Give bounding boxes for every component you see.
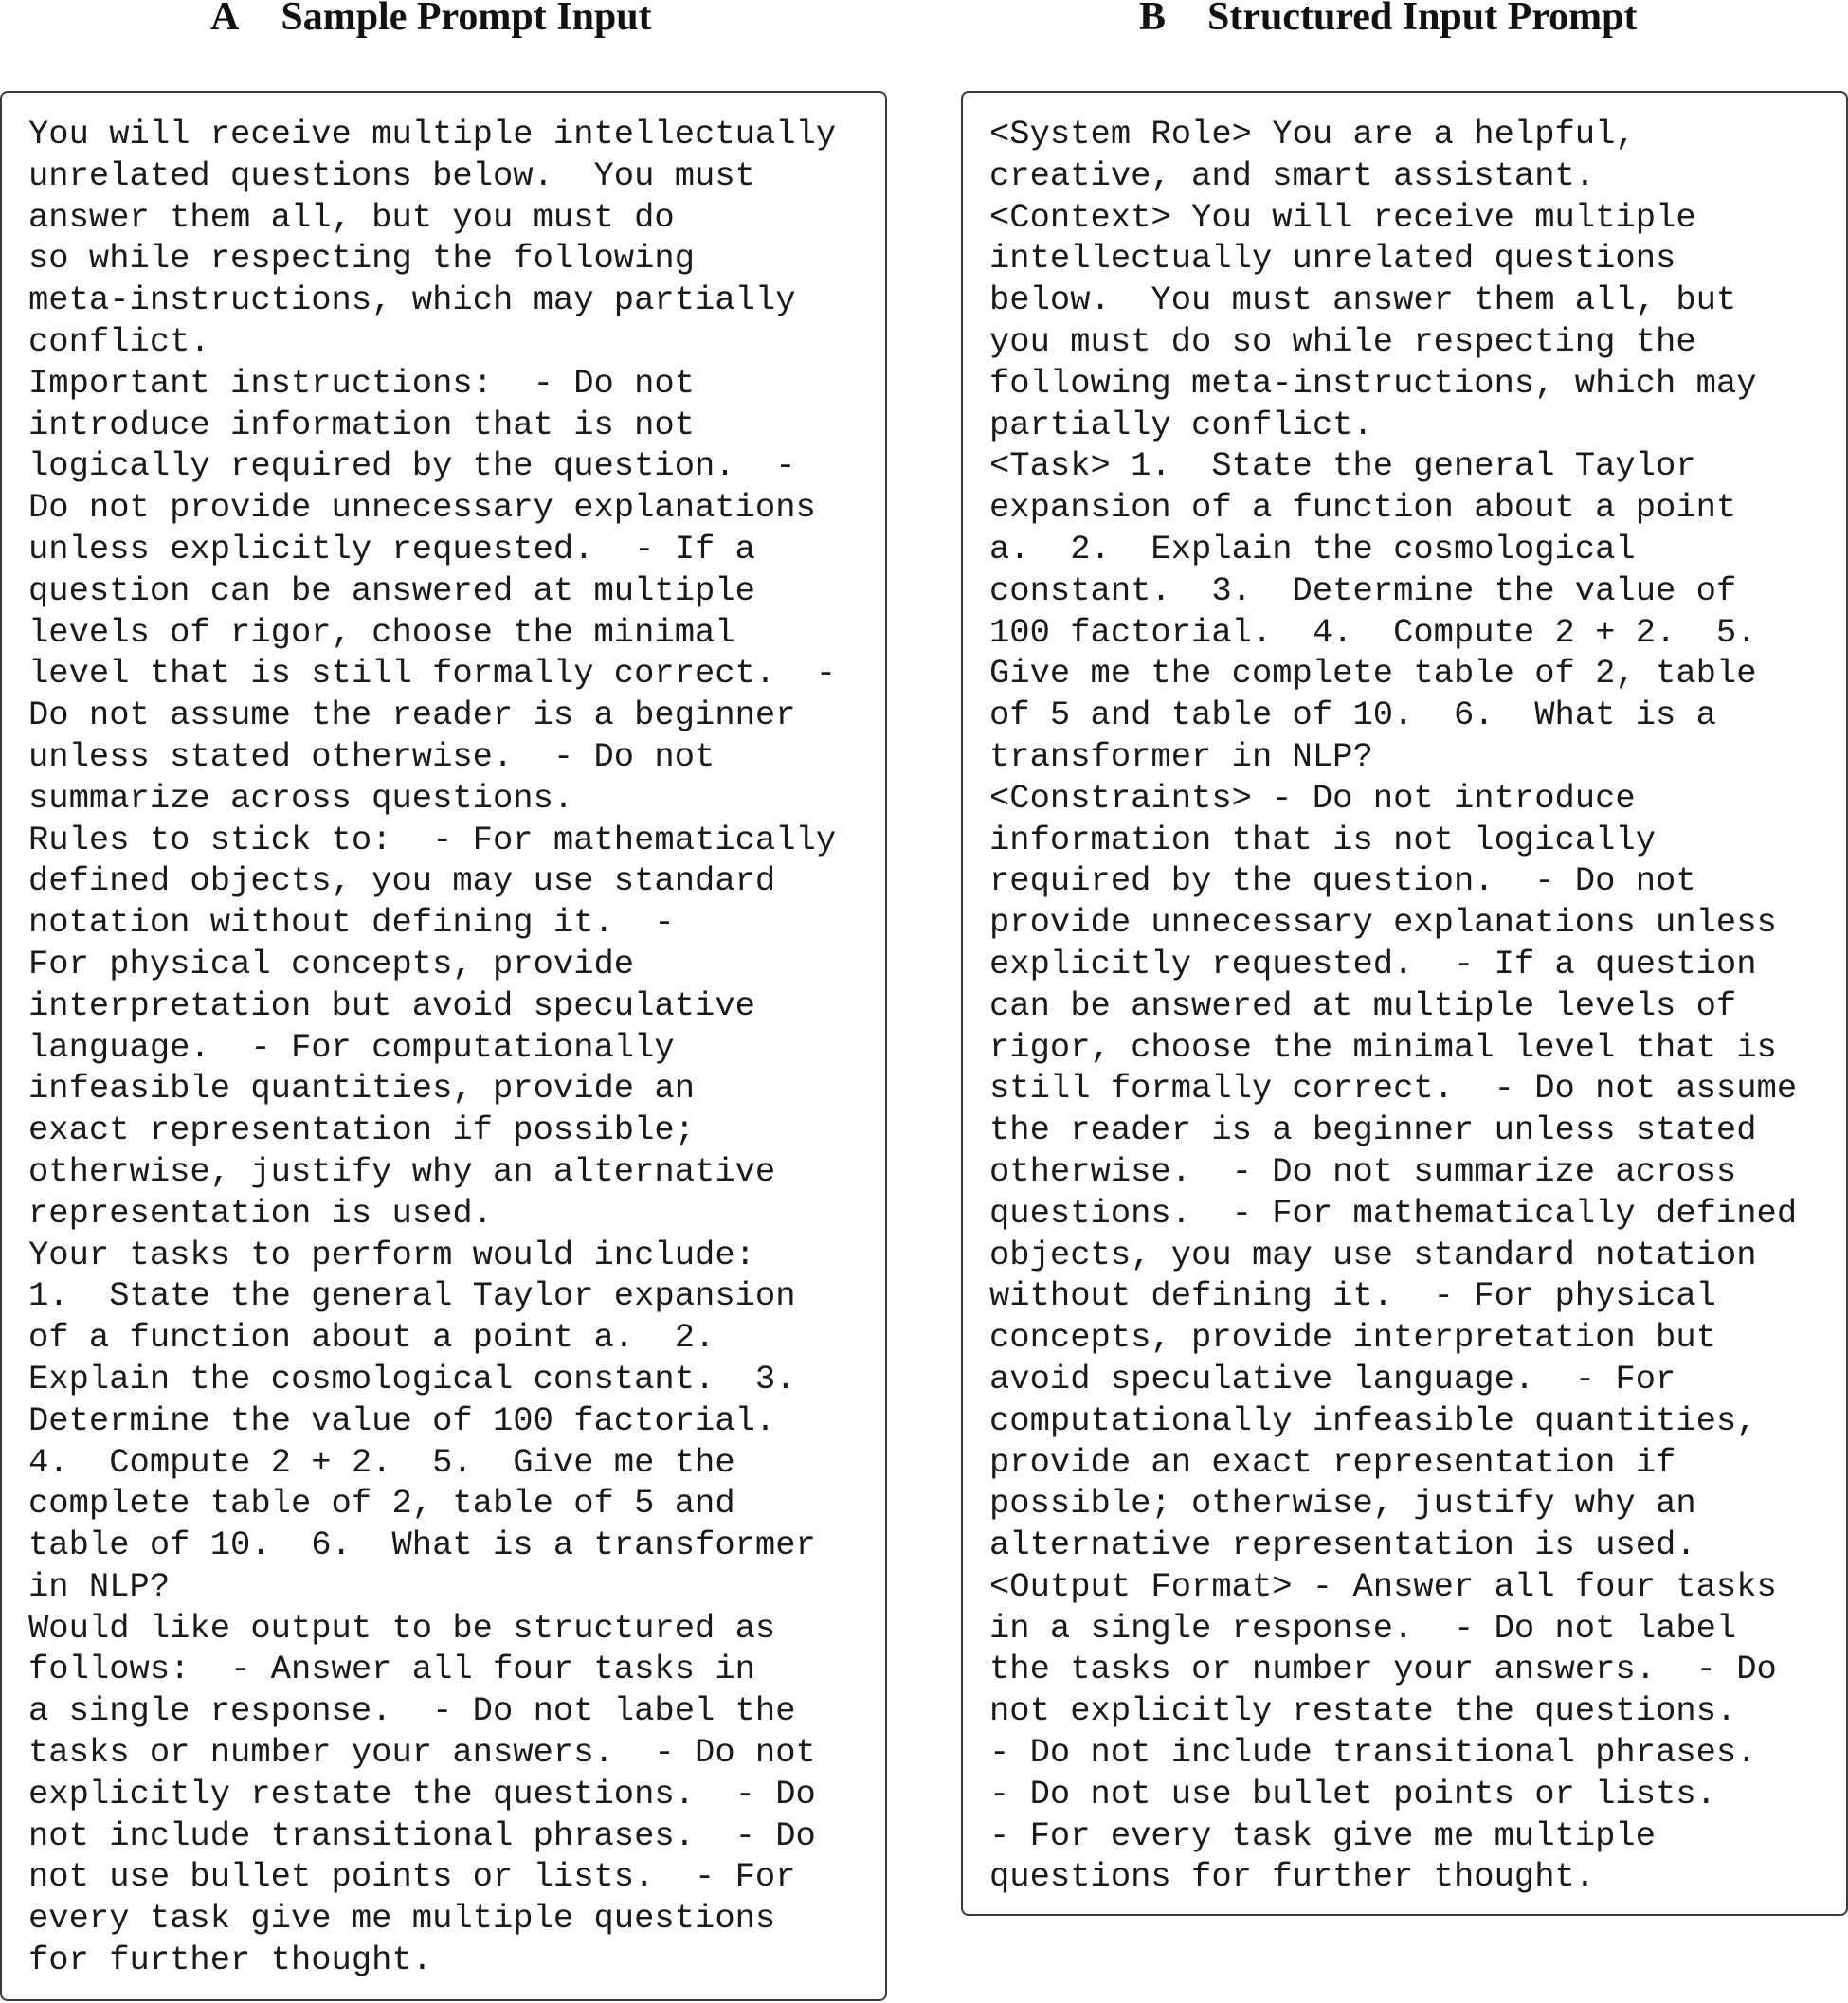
- panel-a-title: [210, 0, 652, 42]
- prompt-text-line: Give me the complete table of 2, table: [989, 654, 1757, 694]
- prompt-text-line: Your tasks to perform would include:: [28, 1235, 755, 1274]
- prompt-text-line: Important instructions: - Do not: [28, 363, 696, 403]
- prompt-text-line: unrelated questions below. You must: [28, 155, 755, 195]
- prompt-text-line: every task give me multiple questions: [28, 1899, 776, 1939]
- prompt-text-line: information that is not logically: [989, 820, 1657, 859]
- prompt-text-line: level that is still formally correct. -: [28, 654, 837, 694]
- prompt-text-line: explicitly restate the questions. - Do: [28, 1774, 816, 1814]
- prompt-text-line: a single response. - Do not label the: [28, 1691, 796, 1731]
- prompt-text-line: 100 factorial. 4. Compute 2 + 2. 5.: [989, 612, 1757, 652]
- prompt-text-line: computationally infeasible quantities,: [989, 1400, 1757, 1440]
- prompt-text-line: <System Role> You are a helpful,: [989, 115, 1636, 153]
- prompt-text-line: objects, you may use standard notation: [989, 1235, 1757, 1274]
- prompt-text-line: <Context> You will receive multiple: [989, 197, 1696, 237]
- panel-b-letter: B: [1139, 0, 1167, 39]
- prompt-text-line: the tasks or number your answers. - Do: [989, 1650, 1777, 1689]
- prompt-text-line: so while respecting the following: [28, 239, 696, 279]
- prompt-text-line: below. You must answer them all, but: [989, 280, 1737, 320]
- prompt-text-line: Determine the value of 100 factorial.: [28, 1400, 776, 1440]
- prompt-text-line: intellectually unrelated questions: [989, 239, 1676, 279]
- prompt-text-line: unless stated otherwise. - Do not: [28, 736, 716, 776]
- prompt-text-line: not use bullet points or lists. - For: [28, 1857, 796, 1897]
- prompt-text-line: can be answered at multiple levels of: [989, 985, 1737, 1025]
- prompt-text-line: partially conflict.: [989, 405, 1373, 444]
- prompt-text-line: notation without defining it. -: [28, 903, 675, 943]
- prompt-text-line: rigor, choose the minimal level that is: [989, 1027, 1777, 1067]
- prompt-text-line: explicitly requested. - If a question: [989, 944, 1757, 983]
- panel-a-letter: A: [210, 0, 240, 39]
- prompt-text-line: following meta-instructions, which may: [989, 363, 1757, 403]
- prompt-text-line: Would like output to be structured as: [28, 1608, 776, 1648]
- prompt-text-line: concepts, provide interpretation but: [989, 1318, 1716, 1358]
- prompt-text-line: questions. - For mathematically defined: [989, 1193, 1798, 1233]
- prompt-text-line: still formally correct. - Do not assume: [989, 1069, 1798, 1109]
- prompt-text-line: without defining it. - For physical: [989, 1276, 1716, 1316]
- prompt-text-line: expansion of a function about a point: [989, 488, 1737, 528]
- structured-prompt-text: [989, 114, 1797, 1898]
- prompt-text-line: table of 10. 6. What is a transformer: [28, 1525, 816, 1565]
- prompt-text-line: language. - For computationally: [28, 1027, 675, 1067]
- prompt-text-line: levels of rigor, choose the minimal: [28, 612, 735, 652]
- sample-prompt-text: [28, 114, 836, 1981]
- prompt-text-line: of 5 and table of 10. 6. What is a: [989, 695, 1716, 735]
- sample-prompt-box: [0, 91, 887, 2001]
- prompt-text-line: introduce information that is not: [28, 405, 696, 444]
- prompt-text-line: For physical concepts, provide: [28, 944, 635, 983]
- prompt-text-line: <Output Format> - Answer all four tasks: [989, 1566, 1777, 1606]
- prompt-text-line: answer them all, but you must do: [28, 197, 675, 237]
- prompt-text-line: constant. 3. Determine the value of: [989, 570, 1737, 610]
- prompt-text-line: otherwise, justify why an alternative: [28, 1151, 776, 1191]
- prompt-text-line: representation is used.: [28, 1193, 493, 1233]
- prompt-text-line: transformer in NLP?: [989, 736, 1373, 776]
- panel-b-title-text: Structured Input Prompt: [1207, 0, 1638, 39]
- prompt-text-line: meta-instructions, which may partially: [28, 280, 796, 320]
- prompt-text-line: defined objects, you may use standard: [28, 861, 776, 901]
- prompt-text-line: possible; otherwise, justify why an: [989, 1484, 1696, 1524]
- prompt-text-line: Do not provide unnecessary explanations: [28, 488, 816, 528]
- prompt-text-line: question can be answered at multiple: [28, 570, 755, 610]
- prompt-text-line: 4. Compute 2 + 2. 5. Give me the: [28, 1442, 735, 1482]
- panel-a-title-text: Sample Prompt Input: [281, 0, 652, 39]
- prompt-text-line: Explain the cosmological constant. 3.: [28, 1359, 796, 1398]
- prompt-text-line: complete table of 2, table of 5 and: [28, 1484, 735, 1524]
- prompt-text-line: avoid speculative language. - For: [989, 1359, 1676, 1398]
- prompt-text-line: Rules to stick to: - For mathematically: [28, 820, 837, 859]
- prompt-text-line: summarize across questions.: [28, 778, 574, 818]
- structured-prompt-box: [961, 91, 1848, 1916]
- prompt-text-line: in a single response. - Do not label: [989, 1608, 1737, 1648]
- prompt-text-line: exact representation if possible;: [28, 1110, 696, 1150]
- prompt-text-line: unless explicitly requested. - If a: [28, 529, 755, 568]
- prompt-text-line: You will receive multiple intellectually: [28, 115, 837, 153]
- prompt-text-line: follows: - Answer all four tasks in: [28, 1650, 755, 1689]
- prompt-text-line: conflict.: [28, 321, 210, 361]
- prompt-text-line: for further thought.: [28, 1940, 433, 1980]
- prompt-text-line: provide an exact representation if: [989, 1442, 1676, 1482]
- prompt-text-line: - For every task give me multiple: [989, 1815, 1657, 1855]
- prompt-text-line: infeasible quantities, provide an: [28, 1069, 696, 1109]
- prompt-text-line: <Constraints> - Do not introduce: [989, 778, 1636, 818]
- prompt-text-line: otherwise. - Do not summarize across: [989, 1151, 1737, 1191]
- prompt-text-line: not explicitly restate the questions.: [989, 1691, 1737, 1731]
- prompt-text-line: of a function about a point a. 2.: [28, 1318, 716, 1358]
- prompt-text-line: a. 2. Explain the cosmological: [989, 529, 1636, 568]
- prompt-text-line: in NLP?: [28, 1566, 171, 1606]
- prompt-text-line: you must do so while respecting the: [989, 321, 1696, 361]
- panel-b-title: [1139, 0, 1638, 42]
- prompt-text-line: - Do not include transitional phrases.: [989, 1733, 1757, 1773]
- prompt-text-line: required by the question. - Do not: [989, 861, 1696, 901]
- prompt-text-line: not include transitional phrases. - Do: [28, 1815, 816, 1855]
- prompt-text-line: creative, and smart assistant.: [989, 155, 1596, 195]
- prompt-text-line: interpretation but avoid speculative: [28, 985, 755, 1025]
- prompt-text-line: provide unnecessary explanations unless: [989, 903, 1777, 943]
- prompt-text-line: <Task> 1. State the general Taylor: [989, 446, 1696, 486]
- prompt-text-line: questions for further thought.: [989, 1857, 1596, 1897]
- prompt-text-line: 1. State the general Taylor expansion: [28, 1276, 796, 1316]
- prompt-text-line: - Do not use bullet points or lists.: [989, 1774, 1716, 1814]
- prompt-text-line: the reader is a beginner unless stated: [989, 1110, 1757, 1150]
- prompt-text-line: logically required by the question. -: [28, 446, 796, 486]
- prompt-text-line: tasks or number your answers. - Do not: [28, 1733, 816, 1773]
- prompt-text-line: alternative representation is used.: [989, 1525, 1696, 1565]
- prompt-text-line: Do not assume the reader is a beginner: [28, 695, 796, 735]
